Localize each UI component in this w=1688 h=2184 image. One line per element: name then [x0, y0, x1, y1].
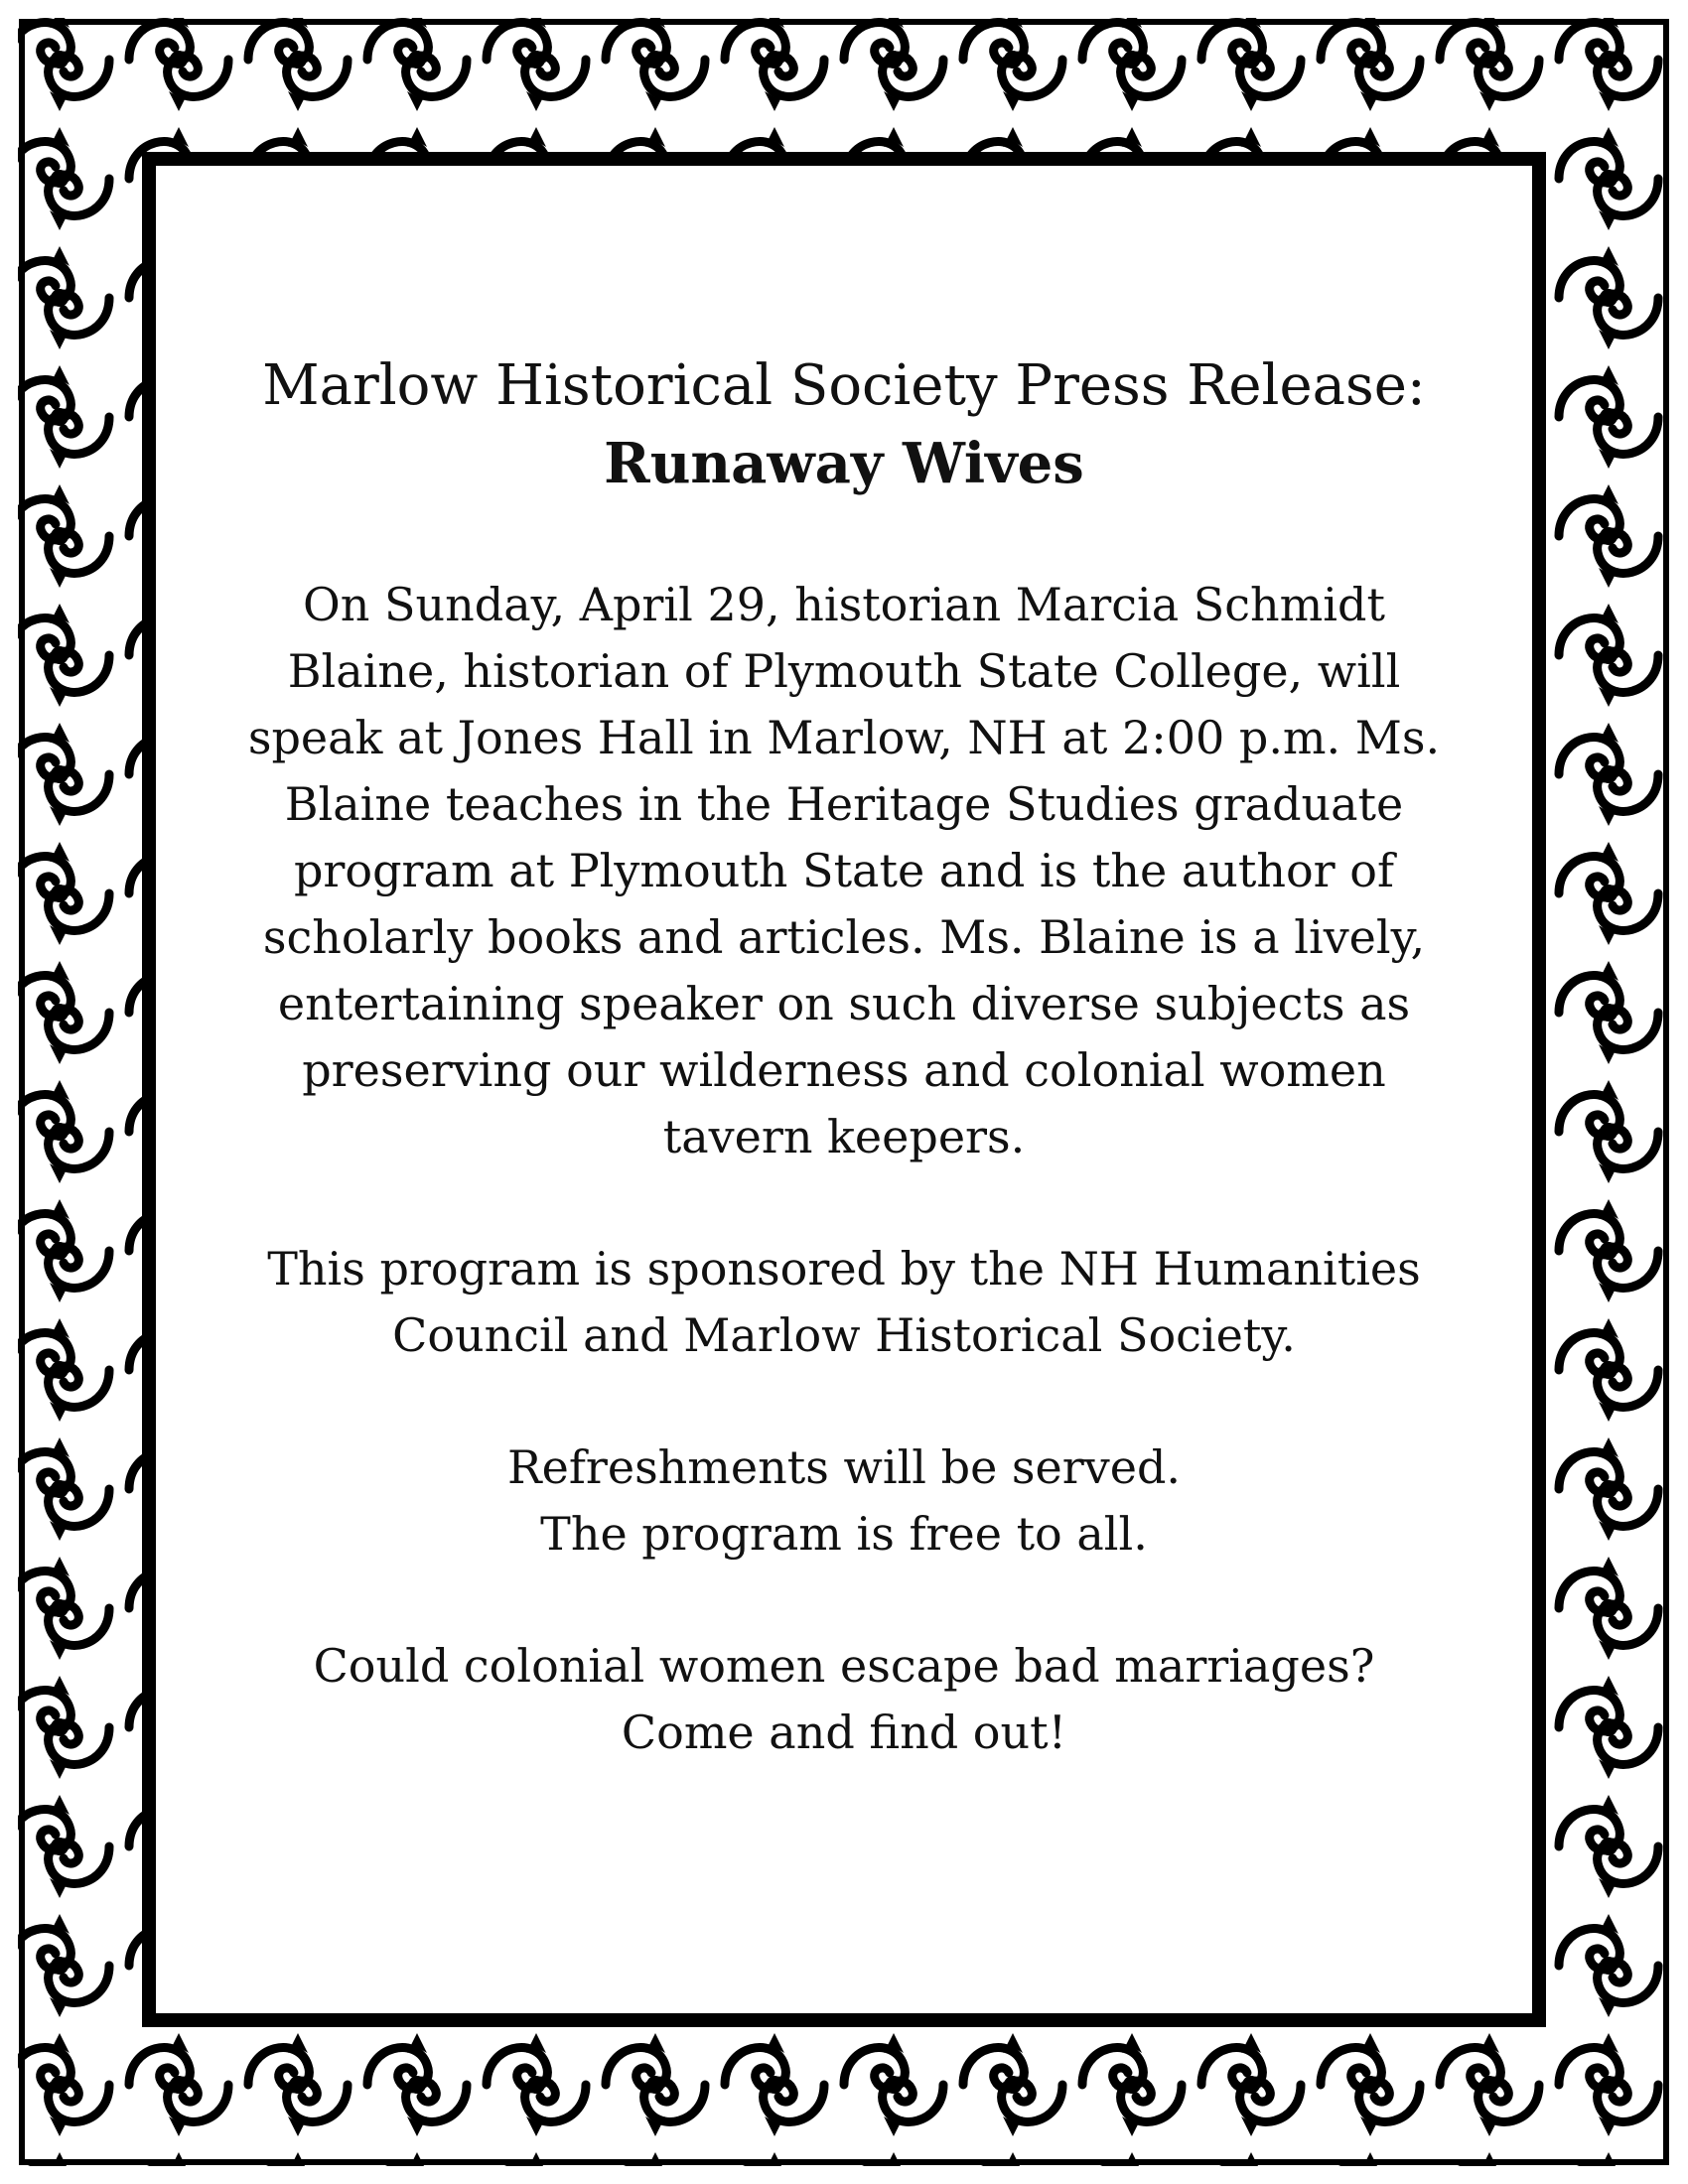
text-line: The program is free to all.	[540, 1507, 1148, 1561]
page-subtitle: Runaway Wives	[604, 431, 1084, 496]
text-line: speak at Jones Hall in Marlow, NH at 2:00 p.m. Ms.	[247, 711, 1441, 764]
text-line: entertaining speaker on such diverse subjects as	[277, 977, 1411, 1030]
refreshments-paragraph	[213, 1434, 1475, 1568]
text-line: Council and Marlow Historical Society.	[392, 1308, 1296, 1362]
text-line: program at Plymouth State and is the author of	[293, 844, 1395, 897]
text-line: This program is sponsored by the NH Humanities	[267, 1242, 1421, 1296]
text-line: preserving our wilderness and colonial women	[302, 1043, 1386, 1097]
closing-paragraph	[213, 1633, 1475, 1766]
text-line: tavern keepers.	[662, 1110, 1026, 1163]
text-line: Blaine teaches in the Heritage Studies graduate	[284, 777, 1404, 831]
text-line: Could colonial women escape bad marriages?	[313, 1639, 1375, 1693]
press-release-body	[213, 347, 1475, 1766]
text-line: Come and find out!	[621, 1706, 1067, 1759]
event-description-paragraph	[213, 572, 1475, 1170]
text-line: scholarly books and articles. Ms. Blaine is a lively,	[262, 910, 1426, 964]
text-line: Refreshments will be served.	[506, 1440, 1182, 1494]
text-line: On Sunday, April 29, historian Marcia Schmidt	[303, 578, 1385, 631]
sponsor-paragraph	[213, 1236, 1475, 1369]
text-line: Blaine, historian of Plymouth State College, will	[287, 644, 1401, 698]
page-title: Marlow Historical Society Press Release:	[262, 353, 1426, 418]
